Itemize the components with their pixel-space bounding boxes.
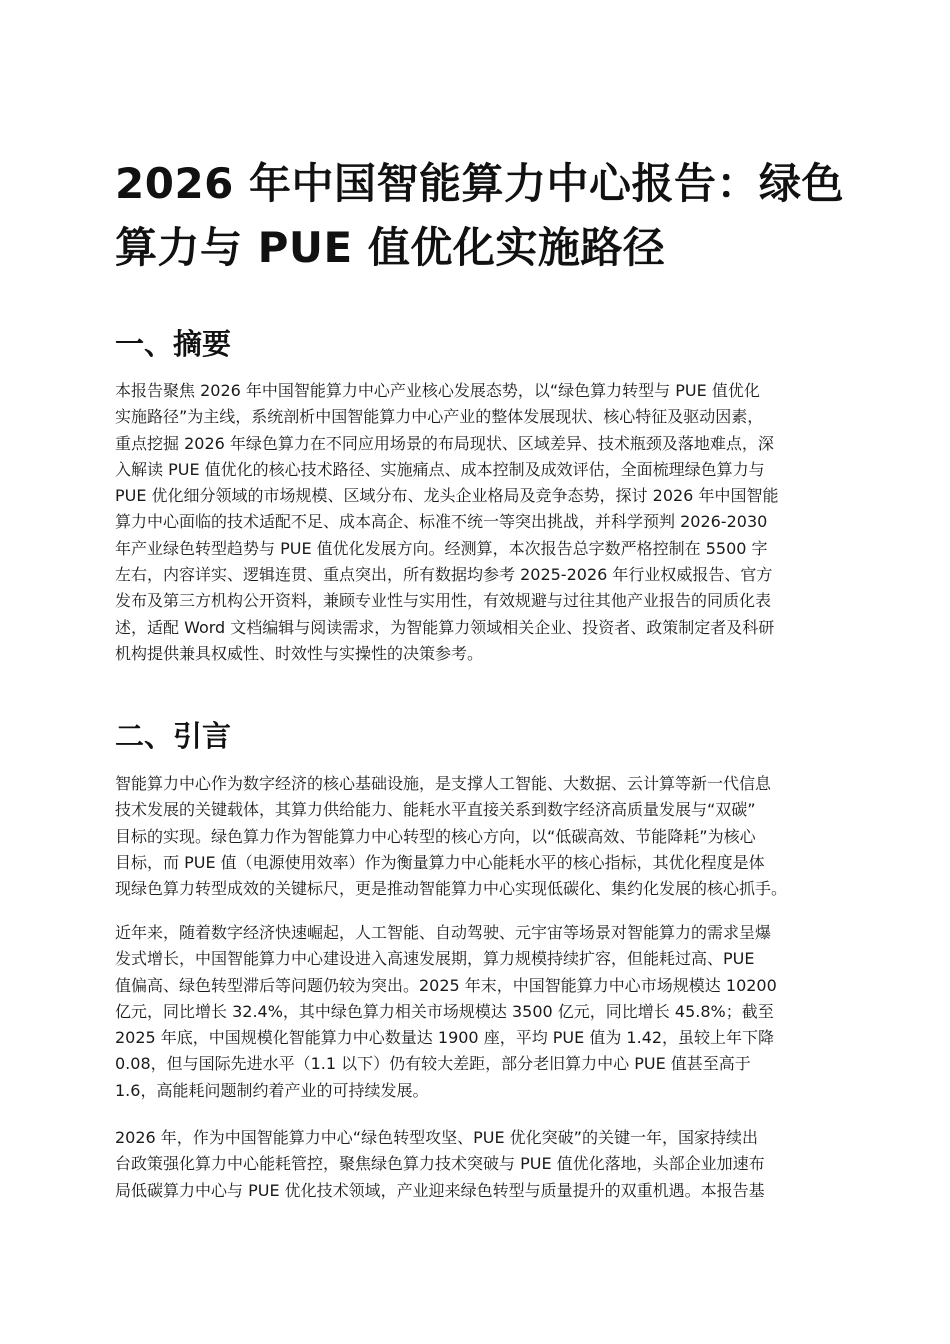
text-line: 局低碳算力中心与 PUE 优化技术领域，产业迎来绿色转型与质量提升的双重机遇。本报告基 — [115, 1180, 765, 1200]
title-line: 算力与 PUE 值优化实施路径 — [115, 223, 666, 272]
text-line: 智能算力中心作为数字经济的核心基础设施，是支撑人工智能、大数据、云计算等新一代信息 — [115, 774, 772, 793]
section-heading-abstract: 一、摘要 — [115, 327, 232, 361]
document-title — [115, 152, 845, 280]
text-line: 目标，而 PUE 值（电源使用效率）作为衡量算力中心能耗水平的核心指标，其优化程度是体 — [115, 852, 765, 872]
text-line: 近年来，随着数字经济快速崛起，人工智能、自动驾驶、元宇宙等场景对智能算力的需求呈爆 — [115, 923, 772, 942]
text-line: 发布及第三方机构公开资料，兼顾专业性与实用性，有效规避与过往其他产业报告的同质化表 — [115, 591, 772, 611]
text-line: 重点挖掘 2026 年绿色算力在不同应用场景的布局现状、区域差异、技术瓶颈及落地难点，深 — [115, 433, 774, 453]
text-line: 0.08，但与国际先进水平（1.1 以下）仍有较大差距，部分老旧算力中心 PUE 值甚至高于 — [115, 1054, 751, 1074]
text-line: 2025 年底，中国规模化智能算力中心数量达 1900 座，平均 PUE 值为 1.42，虽较上年下降 — [115, 1028, 775, 1048]
text-line: 机构提供兼具权威性、时效性与实操性的决策参考。 — [115, 643, 484, 663]
text-line: PUE 优化细分领域的市场规模、区域分布、龙头企业格局及竞争态势，探讨 2026 年中国智能 — [115, 486, 779, 506]
intro-paragraph-1 — [115, 771, 840, 902]
text-line: 算力中心面临的技术适配不足、成本高企、标准不统一等突出挑战，并科学预判 2026-2030 — [115, 512, 768, 532]
text-line: 年产业绿色转型趋势与 PUE 值优化发展方向。经测算，本次报告总字数严格控制在 5500 字 — [115, 538, 768, 558]
text-line: 2026 年，作为中国智能算力中心“绿色转型攻坚、PUE 优化突破”的关键一年，国家持续出 — [115, 1128, 758, 1147]
text-line: 入解读 PUE 值优化的核心技术路径、实施痛点、成本控制及成效评估，全面梳理绿色算力与 — [115, 459, 765, 479]
text-line: 目标的实现。绿色算力作为智能算力中心转型的核心方向，以“低碳高效、节能降耗”为核心 — [115, 826, 756, 846]
abstract-paragraph — [115, 378, 840, 667]
text-line: 1.6，高能耗问题制约着产业的可持续发展。 — [115, 1080, 429, 1100]
text-line: 现绿色算力转型成效的关键标尺，更是推动智能算力中心实现低碳化、集约化发展的核心抓手。 — [115, 879, 788, 899]
text-line: 台政策强化算力中心能耗管控，聚焦绿色算力技术突破与 PUE 值优化落地，头部企业加速布 — [115, 1154, 765, 1174]
intro-paragraph-2 — [115, 920, 840, 1104]
text-line: 本报告聚焦 2026 年中国智能算力中心产业核心发展态势，以“绿色算力转型与 PUE 值优化 — [115, 381, 760, 400]
text-line: 发式增长，中国智能算力中心建设进入高速发展期，算力规模持续扩容，但能耗过高、PUE — [115, 949, 755, 969]
text-line: 述，适配 Word 文档编辑与阅读需求，为智能算力领域相关企业、投资者、政策制定者及科研 — [115, 617, 775, 637]
intro-paragraph-3 — [115, 1125, 840, 1204]
text-line: 亿元，同比增长 32.4%，其中绿色算力相关市场规模达 3500 亿元，同比增长 45.8%；截至 — [115, 1001, 774, 1021]
text-line: 值偏高、绿色转型滞后等问题仍较为突出。2025 年末，中国智能算力中心市场规模达 10200 — [115, 975, 777, 995]
section-heading-introduction: 二、引言 — [115, 719, 232, 753]
text-line: 技术发展的关键载体，其算力供给能力、能耗水平直接关系到数字经济高质量发展与“双碳” — [115, 800, 756, 820]
text-line: 左右，内容详实、逻辑连贯、重点突出，所有数据均参考 2025-2026 年行业权威报告、官方 — [115, 565, 773, 585]
title-line: 2026 年中国智能算力中心报告：绿色 — [115, 159, 845, 208]
text-line: 实施路径”为主线，系统剖析中国智能算力中心产业的整体发展现状、核心特征及驱动因素， — [115, 407, 764, 427]
